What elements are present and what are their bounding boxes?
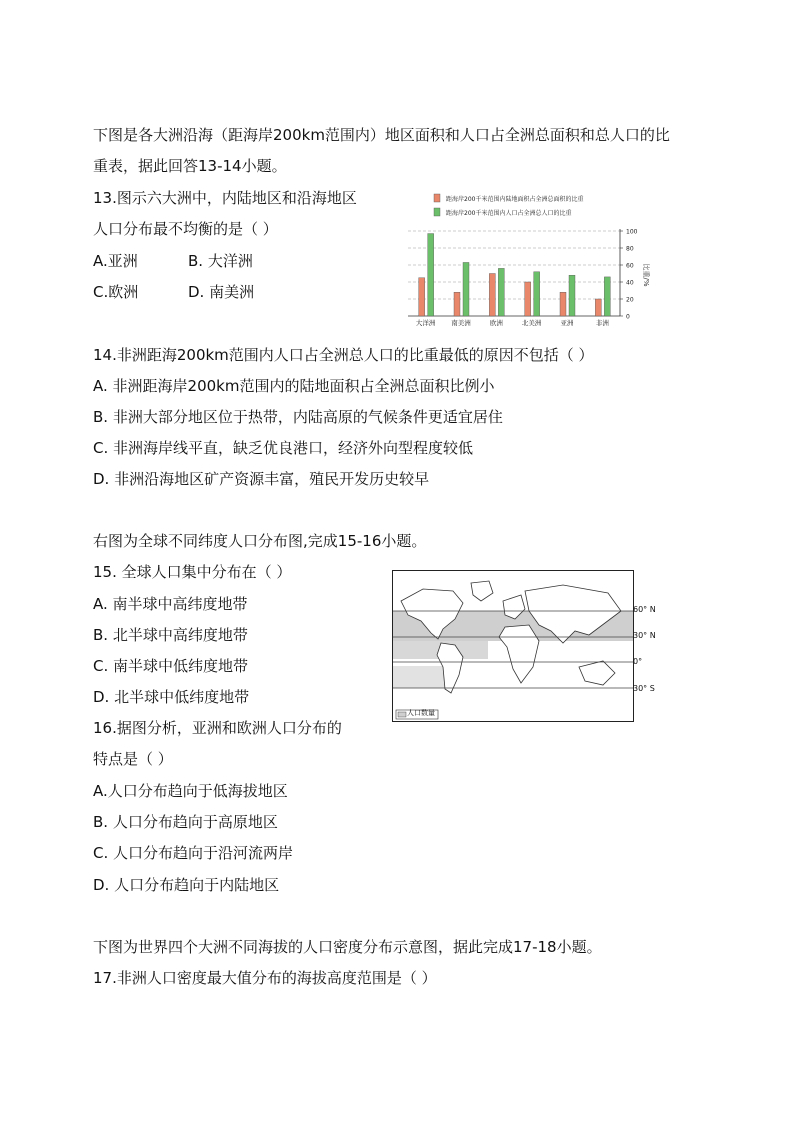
bar-1-3 <box>534 272 540 316</box>
q15-option-a: A. 南半球中高纬度地带 <box>93 595 248 613</box>
q15-stem: 15. 全球人口集中分布在（ ） <box>93 563 292 581</box>
q15-option-d: D. 北半球中低纬度地带 <box>93 688 250 706</box>
world-map-graphic <box>393 571 633 721</box>
bar-0-1 <box>454 292 460 316</box>
q17-stem: 17.非洲人口密度最大值分布的海拔高度范围是（ ） <box>93 969 437 987</box>
q13-stem-line-1: 13.图示六大洲中，内陆地区和沿海地区 <box>93 189 357 207</box>
population-band-south <box>393 666 448 688</box>
q16-option-d: D. 人口分布趋向于内陆地区 <box>93 876 280 894</box>
bar-0-4 <box>560 292 566 316</box>
y-tick-label: 20 <box>626 296 634 304</box>
world-population-latitude-map <box>392 570 634 722</box>
q16-stem-line-1: 16.据图分析，亚洲和欧洲人口分布的 <box>93 719 342 737</box>
q14-option-a: A. 非洲距海岸200km范围内的陆地面积占全洲总面积比例小 <box>93 377 495 395</box>
x-category-label: 南美洲 <box>451 319 471 327</box>
map-label-60n: 60° N <box>633 605 656 614</box>
intro-line-2: 重表，据此回答13-14小题。 <box>93 157 287 175</box>
q13-option-b: B. 大洋洲 <box>188 252 253 270</box>
q13-option-c: C.欧洲 <box>93 283 139 301</box>
q16-option-b: B. 人口分布趋向于高原地区 <box>93 813 278 831</box>
y-tick-label: 100 <box>626 228 638 236</box>
q13-option-d: D. 南美洲 <box>188 283 255 301</box>
bar-0-5 <box>595 299 601 316</box>
q16-option-a: A.人口分布趋向于低海拔地区 <box>93 782 288 800</box>
y-tick-label: 60 <box>626 262 634 270</box>
bar-1-1 <box>463 262 469 316</box>
bar-1-2 <box>498 268 504 316</box>
y-tick-label: 40 <box>626 279 634 287</box>
x-category-label: 非洲 <box>595 319 609 327</box>
q16-stem-line-2: 特点是（ ） <box>93 750 173 768</box>
q14-option-c: C. 非洲海岸线平直，缺乏优良港口，经济外向型程度较低 <box>93 439 474 457</box>
chart-y-axis-label: 比重/% <box>642 263 650 287</box>
q14-option-b: B. 非洲大部分地区位于热带，内陆高原的气候条件更适宜居住 <box>93 408 503 426</box>
map-label-30s: 30° S <box>633 684 655 693</box>
y-tick-label: 80 <box>626 245 634 253</box>
q14-option-d: D. 非洲沿海地区矿产资源丰富，殖民开发历史较早 <box>93 470 430 488</box>
bar-1-5 <box>604 277 610 316</box>
q13-option-a: A.亚洲 <box>93 252 138 270</box>
x-category-label: 亚洲 <box>560 319 574 327</box>
coastal-ratio-bar-chart <box>398 188 648 336</box>
q15-option-b: B. 北半球中高纬度地带 <box>93 626 248 644</box>
legend-label-1: 距海岸200千米范围内人口占全洲总人口的比重 <box>446 210 572 217</box>
map-label-equator: 0° <box>633 657 643 666</box>
map-legend-swatch <box>398 712 406 717</box>
q16-option-c: C. 人口分布趋向于沿河流两岸 <box>93 844 294 862</box>
y-tick-label: 0 <box>626 313 630 321</box>
map-legend-label: 人口数量 <box>407 709 435 717</box>
x-category-label: 欧洲 <box>489 319 503 327</box>
bar-0-0 <box>419 278 425 316</box>
legend-label-0: 距海岸200千米范围内陆地面积占全洲总面积的比重 <box>446 196 584 203</box>
map-label-30n: 30° N <box>633 631 656 640</box>
bar-0-3 <box>525 282 531 316</box>
legend-swatch-0 <box>434 194 440 202</box>
bar-1-0 <box>428 234 434 316</box>
legend-swatch-1 <box>434 208 440 216</box>
intro-line-1: 下图是各大洲沿海（距海岸200km范围内）地区面积和人口占全洲总面积和总人口的比 <box>93 126 670 144</box>
x-category-label: 大洋洲 <box>415 319 436 327</box>
q15-option-c: C. 南半球中低纬度地带 <box>93 657 249 675</box>
x-category-label: 北美洲 <box>521 319 542 327</box>
q14-stem: 14.非洲距海200km范围内人口占全洲总人口的比重最低的原因不包括（ ） <box>93 346 594 364</box>
intro2: 右图为全球不同纬度人口分布图,完成15-16小题。 <box>93 532 427 550</box>
intro3: 下图为世界四个大洲不同海拔的人口密度分布示意图，据此完成17-18小题。 <box>93 938 602 956</box>
q13-stem-line-2: 人口分布最不均衡的是（ ） <box>93 220 278 238</box>
bar-1-4 <box>569 275 575 316</box>
bar-0-2 <box>489 274 495 317</box>
